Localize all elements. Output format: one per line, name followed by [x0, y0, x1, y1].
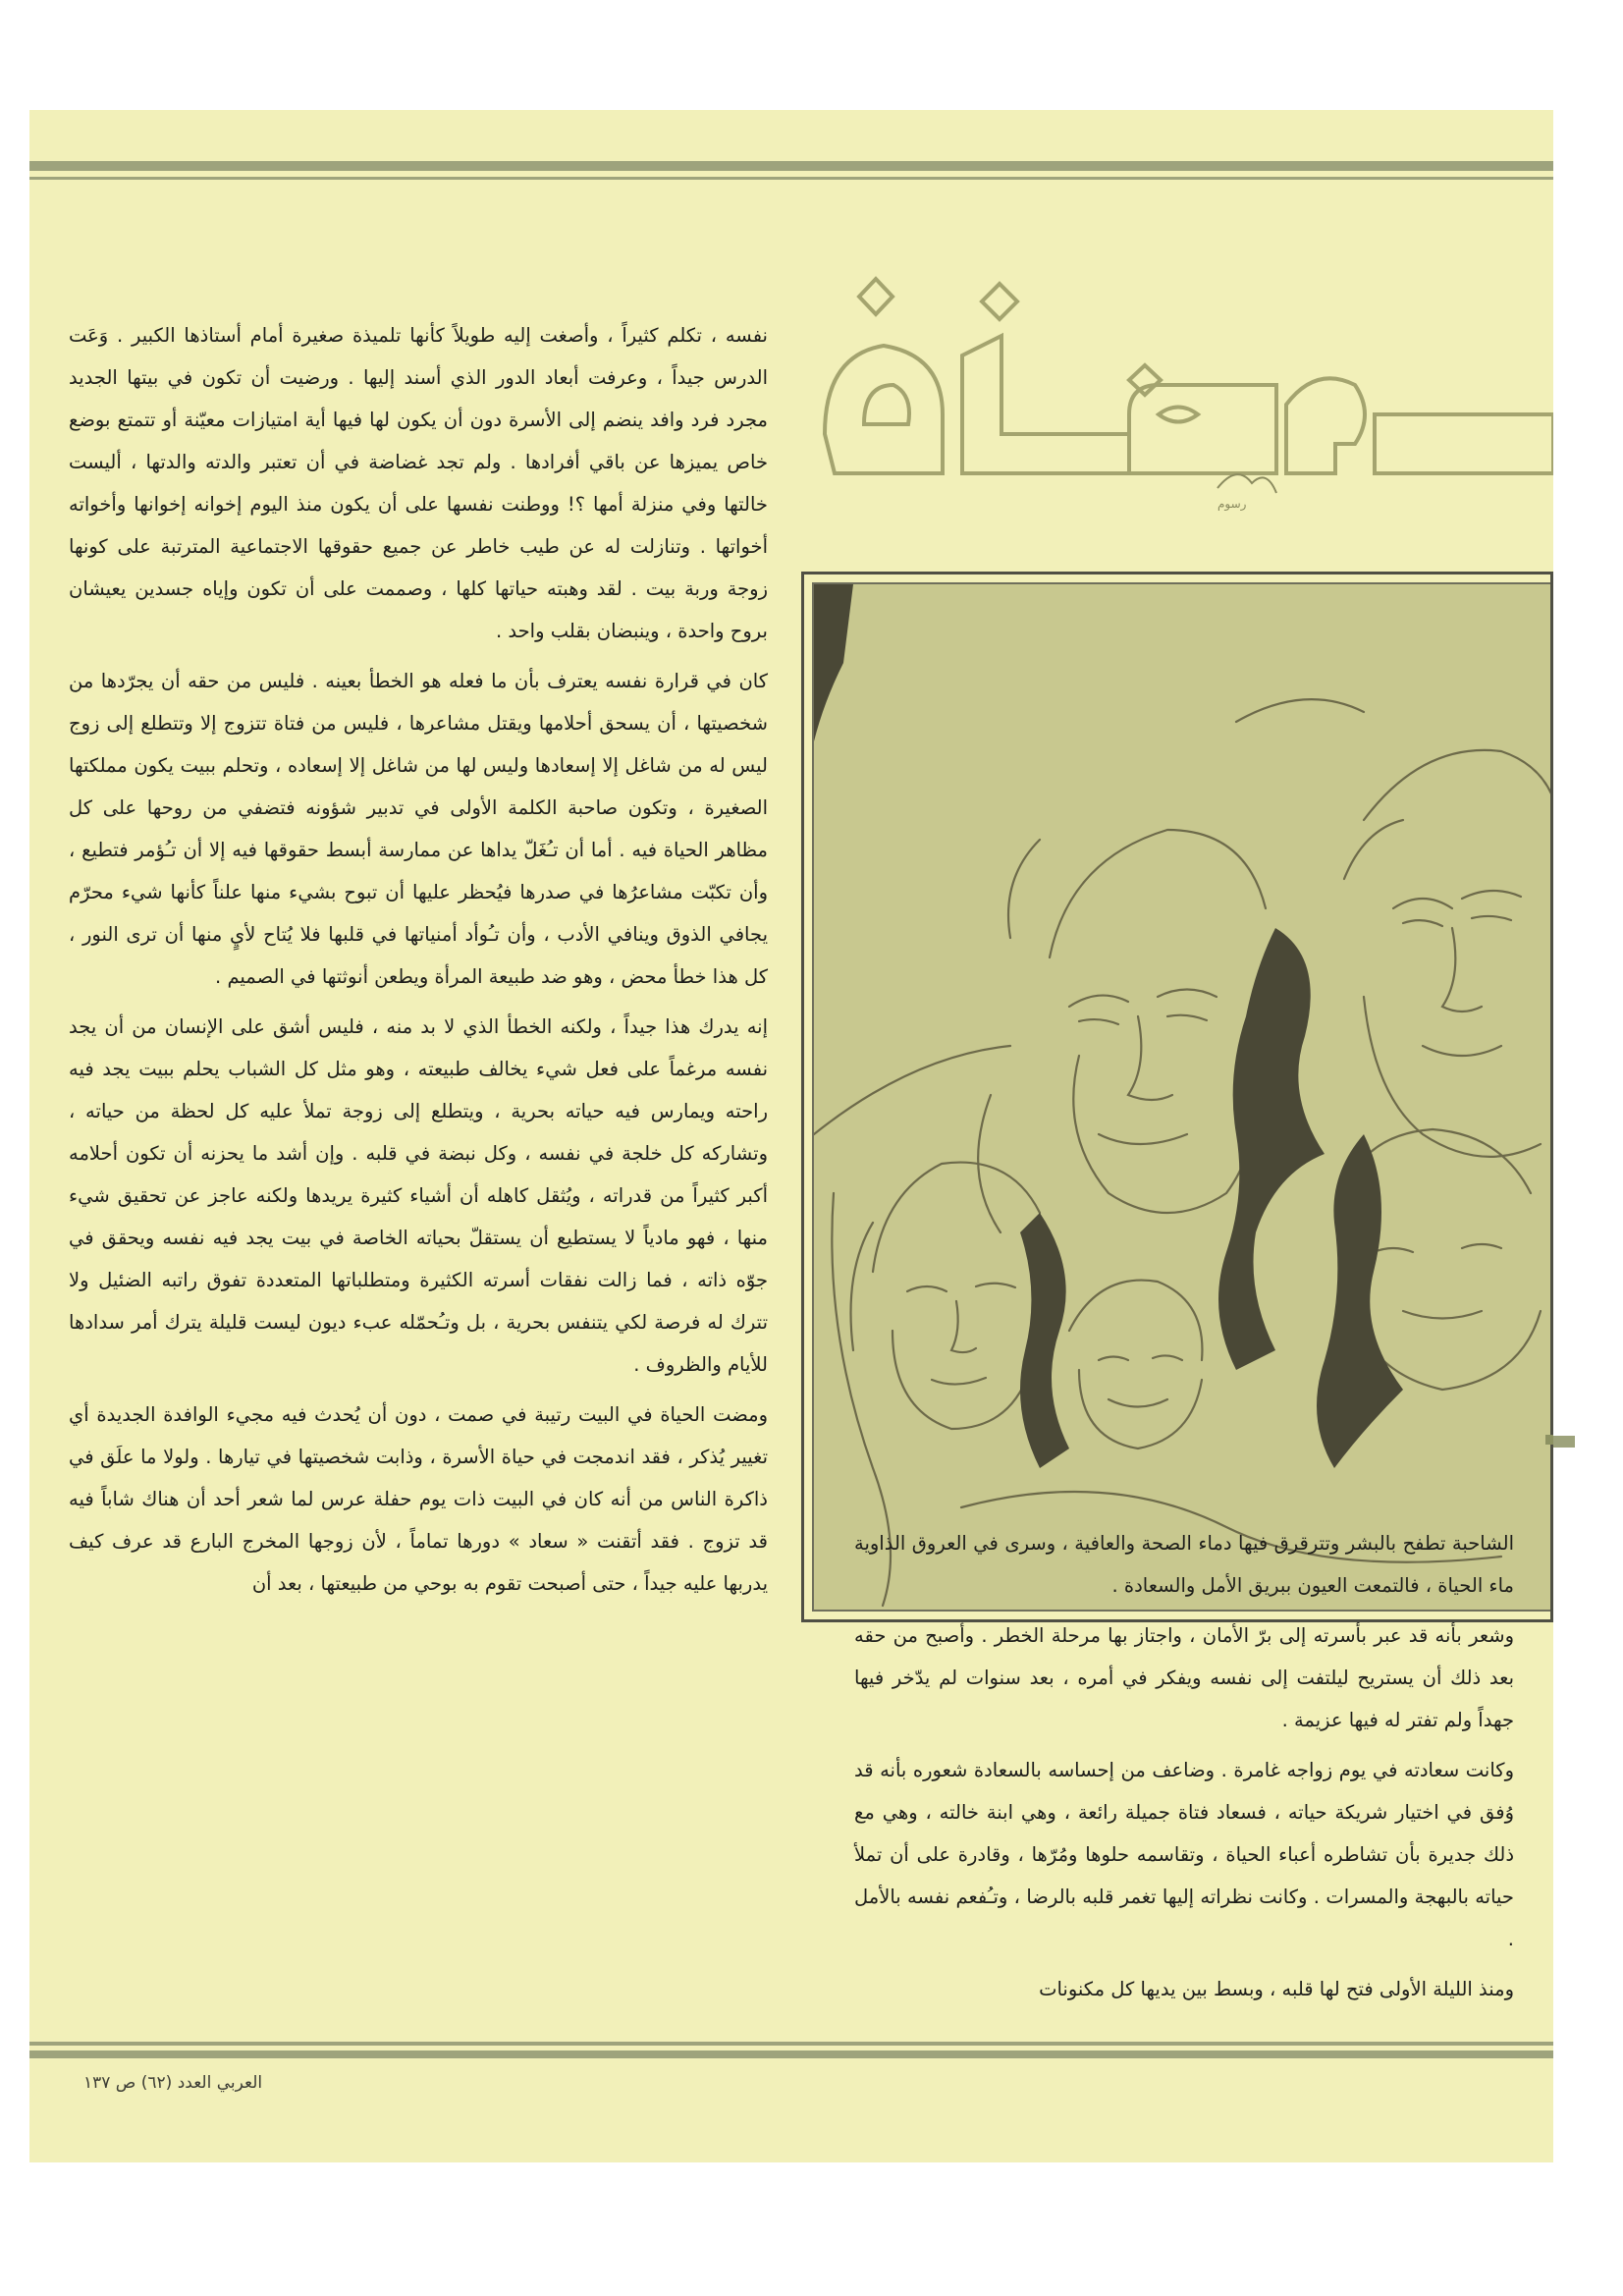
magazine-page [29, 110, 1553, 2162]
top-rule [29, 161, 1553, 171]
right-paragraph-2: وشعر بأنه قد عبر بأسرته إلى برّ الأمان ، واجتاز بها مرحلة الخطر . وأصبح من حقه بعد ذلك أن يستريح ليلتفت إلى نفسه ويفكر في أمره ، بعد سنوات لم يدّخر فيها جهداً ولم تفتر له فيها عزيمة . [854, 1624, 1514, 1731]
left-paragraph-2: كان في قرارة نفسه يعترف بأن ما فعله هو الخطأ بعينه . فليس من حقه أن يجرّدها من شخصيتها ، أن يسحق أحلامها ويقتل مشاعرها ، فليس من فتاة تتزوج إلا وتتطلع إلى زوج ليس له من شاغل إلا إسعادها وليس لها من شاغل إلا إسعاده ، وتحلم ببيت يكون مملكتها الصغيرة ، وتكون صاحبة الكلمة الأولى في تدبير شؤونه فتضفي من روحها على كل مظاهر الحياة فيه . أما أن تـُغَلّ يداها عن ممارسة أبسط حقوقها فيه إلا أن تـُؤمر فتطيع ، وأن تكبّت مشاعرُها في صدرها فيُحظر عليها أن تبوح بشيء منها علناً كأنها شيء محرّم يجافي الذوق وينافي الأدب ، وأن تـُوأد أمنياتها في قلبها فلا يُتاح لأيٍ منها أن ترى النور ، كل هذا خطأ محض ، وهو ضد طبيعة المرأة ويطعن أنوثتها في الصميم . [69, 670, 768, 988]
right-paragraph-3: وكانت سعادته في يوم زواجه غامرة . وضاعف من إحساسه بالسعادة شعوره بأنه قد وُفق في اختيار شريكة حياته ، فسعاد فتاة جميلة رائعة ، وهي ابنة خالته ، وهي مع ذلك جديرة بأن تشاطره أعباء الحياة ، وتقاسمه حلوها ومُرّها ، وقادرة على أن تملأ حياته بالبهجة والمسرات . وكانت نظراته إليها تغمر قلبه بالرضا ، وتـُفعم نفسه بالأمل . [854, 1759, 1514, 1950]
bottom-rule-thin [29, 2042, 1553, 2046]
left-text-column [69, 314, 768, 1613]
right-text-column [854, 1522, 1514, 2018]
title-signature: رسوم [1217, 497, 1247, 511]
page-footer: العربي العدد (٦٢) ص ١٣٧ [83, 2073, 263, 2093]
side-tab [1545, 1435, 1553, 1445]
family-portrait-icon [814, 584, 1552, 1612]
page-edge-tab [1553, 1436, 1575, 1448]
left-paragraph-3: إنه يدرك هذا جيداً ، ولكنه الخطأ الذي لا بد منه ، فليس أشق على الإنسان من أن يجد نفسه مرغماً على فعل شيء يخالف طبيعته ، وهو مثل كل الشباب يحلم ببيت يجد فيه راحته ويمارس فيه حياته بحرية ، ويتطلع إلى زوجة تملأ عليه كل لحظة من حياته ، وتشاركه كل خلجة في نفسه ، وكل نبضة في قلبه . وإن أشد ما يحزنه أن تكون أحلامه أكبر كثيراً من قدراته ، ويُثقل كاهله أن أشياء كثيرة يريدها ولكنه عاجز عن تحقيق شيء منها ، فهو مادياً لا يستطيع أن يستقلّ بحياته الخاصة في بيت يجد فيه نفسه ويحقق في جوّه ذاته ، فما زالت نفقات أسرته الكثيرة ومتطلباتها المتعددة تفوق راتبه الضئيل ولا تترك له فرصة لكي يتنفس بحرية ، بل وتـُحمّله عبء ديون ليست قليلة يترك أمر سدادها للأيام والظروف . [69, 1015, 768, 1376]
right-paragraph-4: ومنذ الليلة الأولى فتح لها قلبه ، وبسط بين يديها كل مكنونات [1039, 1978, 1514, 2000]
illustration-image [812, 582, 1552, 1612]
bottom-rule [29, 2050, 1553, 2058]
right-paragraph-1: الشاحبة تطفح بالبشر وتترقرق فيها دماء الصحة والعافية ، وسرى في العروق الذاوية ماء الحياة ، فالتمعت العيون ببريق الأمل والسعادة . [854, 1532, 1514, 1597]
illustration-frame [801, 572, 1553, 1622]
left-paragraph-4: ومضت الحياة في البيت رتيبة في صمت ، دون أن يُحدث فيه مجيء الوافدة الجديدة أي تغيير يُذكر ، فقد اندمجت في حياة الأسرة ، وذابت شخصيتها في تيارها . ولولا ما علَق في ذاكرة الناس من أنه كان في البيت ذات يوم حفلة عرس لما شعر أحد أن هناك شاباً فيه قد تزوج . فقد أتقنت « سعاد » دورها تماماً ، لأن زوجها المخرج البارع قد عرف كيف يدربها عليه جيداً ، حتى أصبحت تقوم به بوحي من طبيعتها ، بعد أن [69, 1403, 768, 1595]
top-rule-thin [29, 177, 1553, 180]
title-calligraphy-icon [805, 267, 1553, 513]
left-paragraph-1: نفسه ، تكلم كثيراً ، وأصغت إليه طويلاً كأنها تلميذة صغيرة أمام أستاذها الكبير . وَعَت الدرس جيداً ، وعرفت أبعاد الدور الذي أسند إليها . ورضيت أن تكون في بيتها الجديد مجرد فرد وافد ينضم إلى الأسرة دون أن يكون لها فيها أية امتيازات معيّنة أو تتمتع بوضع خاص يميزها عن باقي أفرادها . ولم تجد غضاضة في أن تعتبر والدته والدتها ، أليست خالتها وفي منزلة أمها ؟! ووطنت نفسها على أن يكون منذ اليوم إخوانه إخوانها وأخواته أخواتها . وتنازلت له عن طيب خاطر عن جميع حقوقها الاجتماعية المترتبة على كونها زوجة وربة بيت . لقد وهبته حياتها كلها ، وصممت على أن تكون وإياه جسدين يعيشان بروح واحدة ، وينبضان بقلب واحد . [69, 324, 768, 642]
title-lettering [805, 267, 1553, 513]
